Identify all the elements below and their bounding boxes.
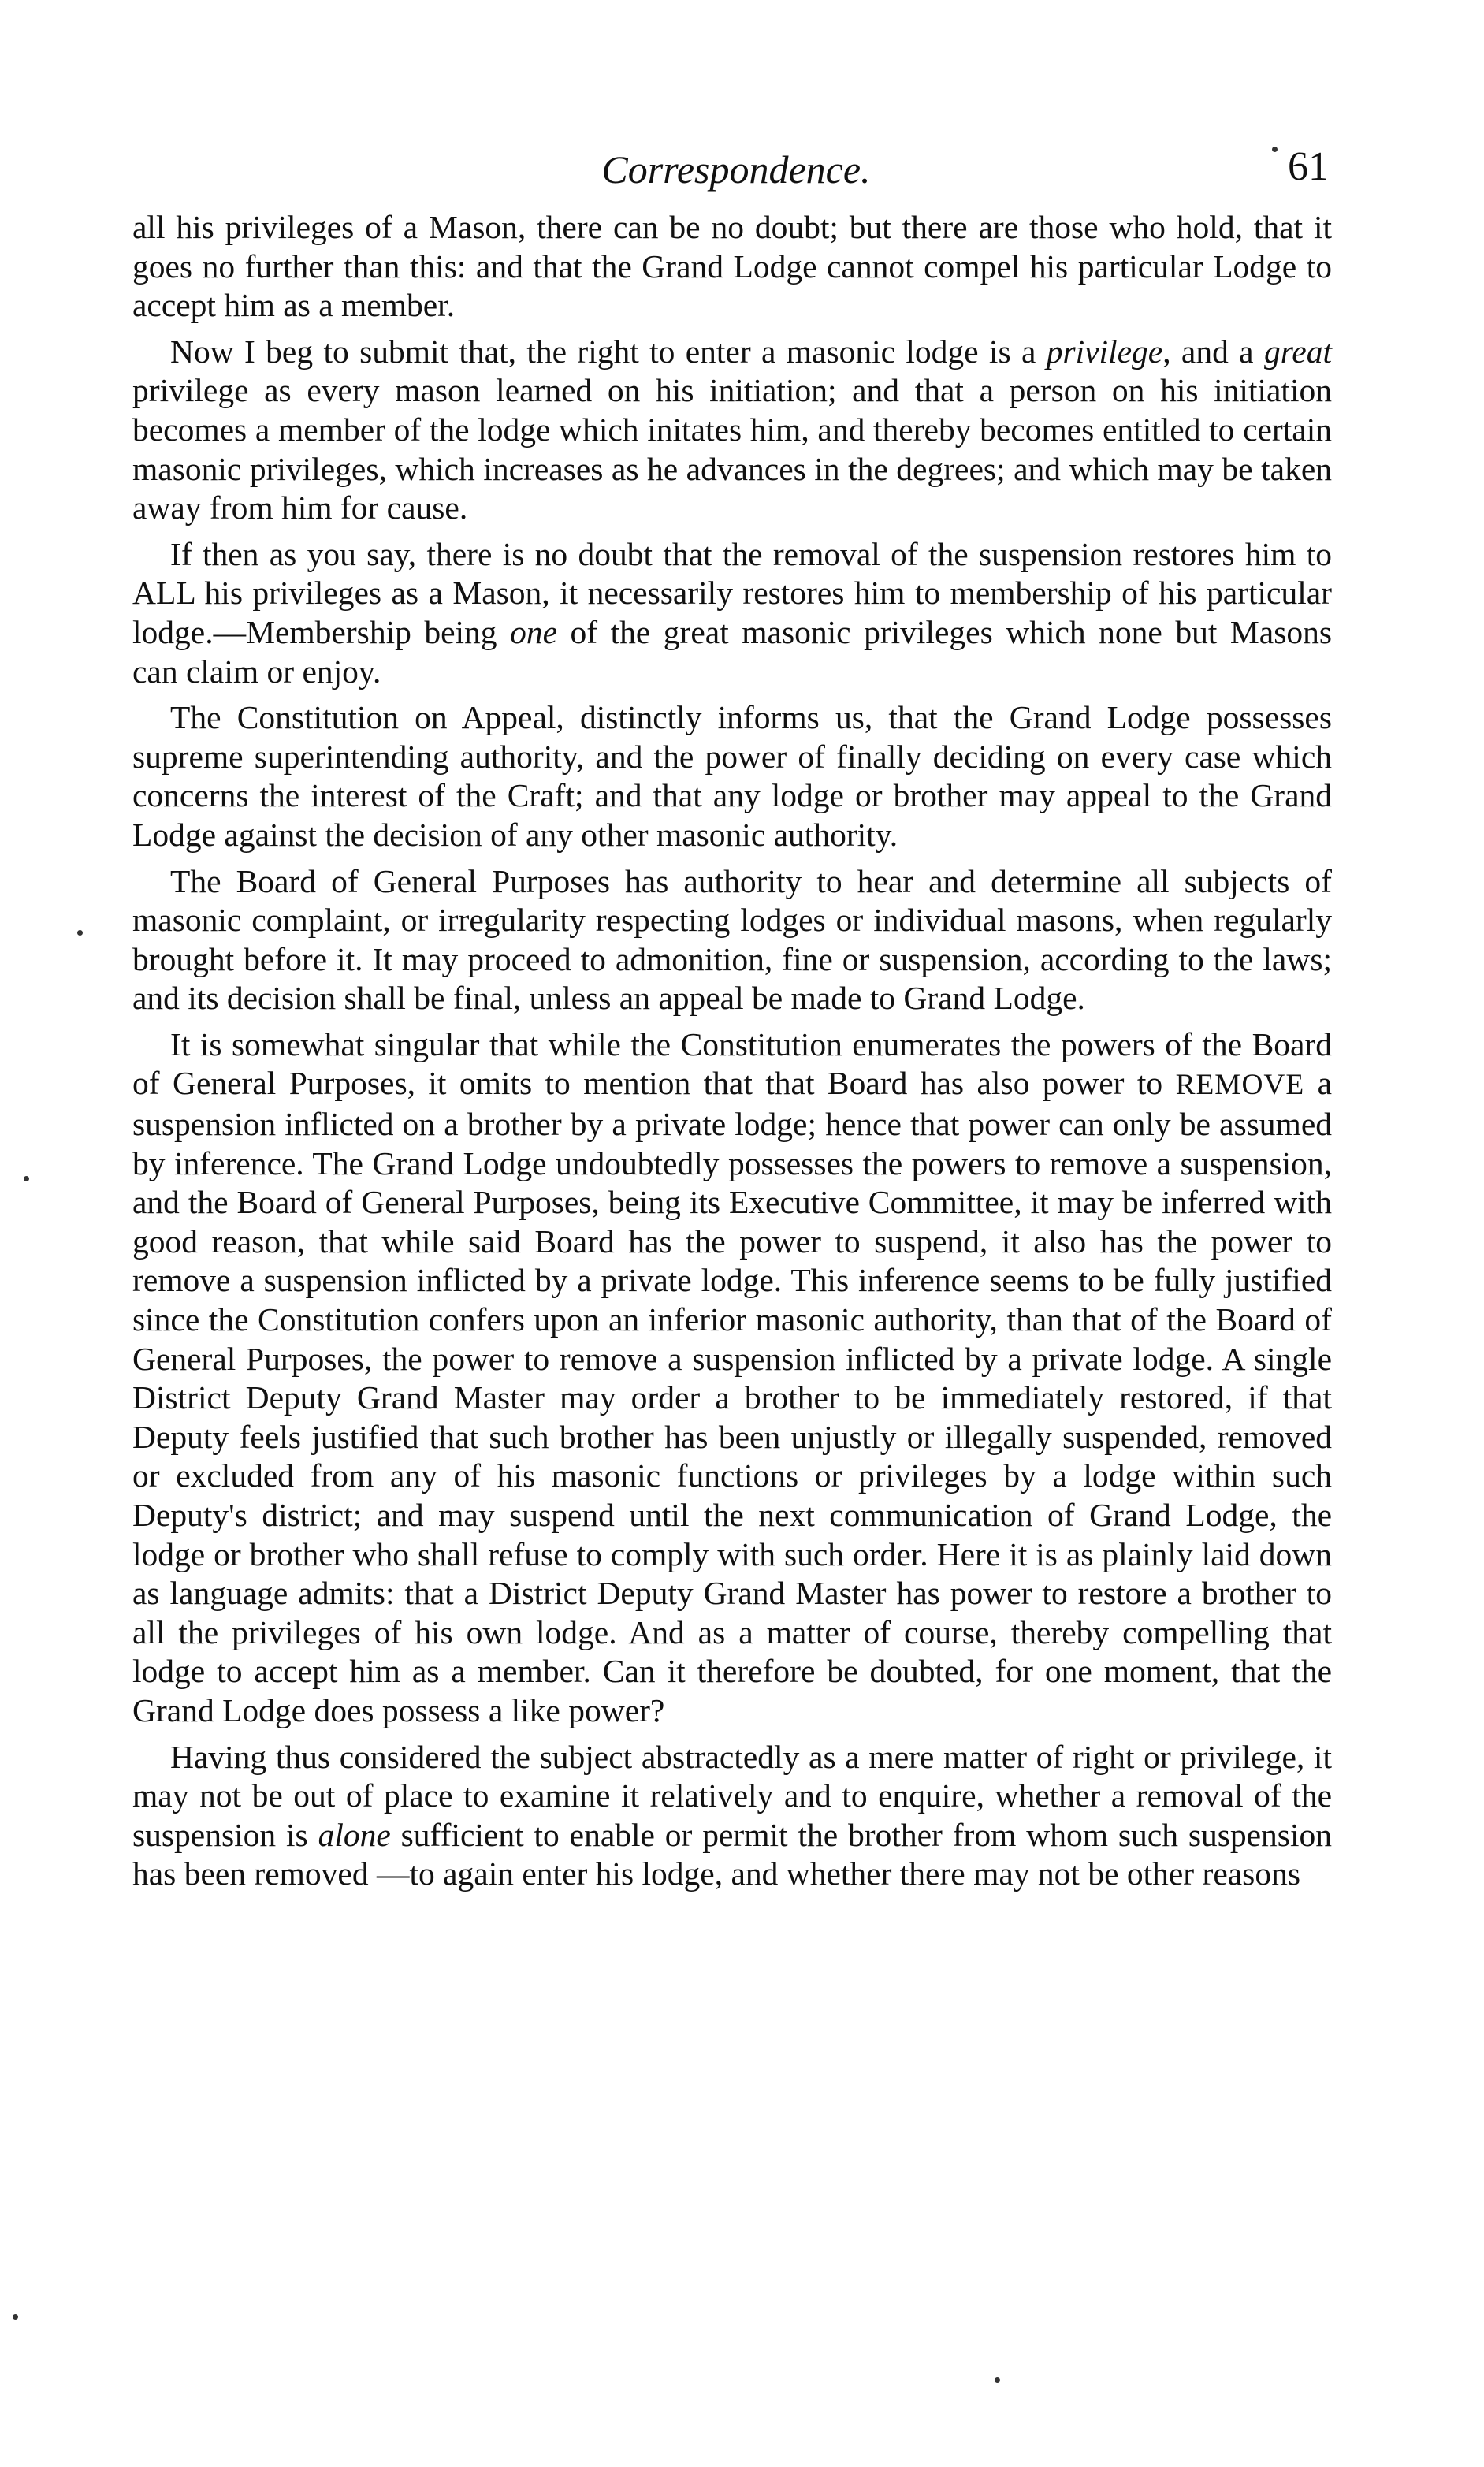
text-segment: , and a	[1162, 333, 1264, 370]
print-speck	[995, 2377, 1000, 2383]
paragraph	[132, 1738, 1332, 1894]
text-segment: If then as you say, there is no doubt that the removal of the suspension restores him to ALL his privileges as a Mason, it necessarily restores him to membership of his particular lodge.—Membership being	[132, 535, 1332, 650]
paragraph	[132, 535, 1332, 691]
print-speck	[1272, 147, 1278, 152]
text-segment: The Board of General Purposes has authority to hear and determine all subjects of masonic complaint, or irregularity respecting lodges or individual masons, when regularly brought before it. It may proceed to admonition, fine or suspension, according to the laws; and its decision shall be final, unless an appeal be made to Grand Lodge.	[132, 862, 1332, 1017]
print-speck	[77, 930, 83, 936]
emphasis-text: great	[1263, 333, 1332, 370]
text-segment: privilege as every mason learned on his initiation; and that a person on his initiation becomes a member of the lodge which initates him, and thereby becomes entitled to certain masonic privileges, which increases as he advances in the degrees; and which may be taken away from him for cause.	[132, 372, 1332, 527]
paragraph	[132, 333, 1332, 528]
emphasis-text: one	[510, 613, 557, 650]
paragraph	[132, 1025, 1332, 1731]
print-speck	[24, 1176, 29, 1181]
text-segment: sufficient to enable or permit the brother from whom such suspension has been removed —to again enter his lodge, and whether there may not be other reasons	[132, 1816, 1332, 1892]
running-head	[132, 140, 1332, 208]
page-number: 61	[1288, 144, 1329, 189]
text-segment: Now I beg to submit that, the right to enter a masonic lodge is a	[170, 333, 1047, 370]
small-caps-text: REMOVE	[1175, 1069, 1305, 1102]
text-segment: It is somewhat singular that while the Constitution enumerates the powers of the Board of General Purposes, it omits to mention that that Board has also power to	[132, 1025, 1332, 1102]
print-speck	[13, 2314, 18, 2320]
running-title: Correspondence.	[601, 147, 871, 192]
paragraph	[132, 208, 1332, 326]
body-text	[132, 208, 1332, 1894]
book-page	[132, 140, 1332, 1901]
text-segment: The Constitution on Appeal, distinctly informs us, that the Grand Lodge possesses supreme superintending authority, and the power of finally deciding on every case which concerns the interest of the Craft; and that any lodge or brother may appeal to the Grand Lodge against the decision of any other masonic authority.	[132, 699, 1332, 853]
text-segment: all his privileges of a Mason, there can be no doubt; but there are those who hold, that it goes no further than this: and that the Grand Lodge cannot compel his particular Lodge to accept him as a member.	[132, 209, 1332, 324]
paragraph	[132, 698, 1332, 854]
text-segment: a suspension inflicted on a brother by a private lodge; hence that power can only be assumed by inference. The Grand Lodge undoubtedly possesses the powers to remove a suspension, and the Board of General Purposes, being its Executive Committee, it may be inferred with good reason, that while said Board has the power to suspend, it also has the power to remove a suspension inflicted by a private lodge. This inference seems to be fully justified since the Constitution confers upon an inferior masonic authority, than that of the Board of General Purposes, the power to remove a suspension inflicted by a private lodge. A single District Deputy Grand Master may order a brother to be immediately restored, if that Deputy feels justified that such brother has been unjustly or illegally suspended, removed or excluded from any of his masonic functions or privileges by a lodge within such Deputy's district; and may suspend until the next communication of Grand Lodge, the lodge or brother who shall refuse to comply with such order. Here it is as plainly laid down as language admits: that a District Deputy Grand Master has power to restore a brother to all the privileges of his own lodge. And as a matter of course, thereby compelling that lodge to accept him as a member. Can it therefore be doubted, for one moment, that the Grand Lodge does possess a like power?	[132, 1065, 1333, 1728]
emphasis-text: privilege	[1046, 333, 1163, 370]
emphasis-text: alone	[318, 1816, 391, 1853]
text-segment: Having thus considered the subject abstractedly as a mere matter of right or privilege, it may not be out of place to examine it relatively and to enquire, whether a removal of the suspension is	[132, 1738, 1332, 1853]
text-segment: of the great masonic privileges which none but Masons can claim or enjoy.	[132, 613, 1332, 690]
paragraph	[132, 862, 1332, 1018]
